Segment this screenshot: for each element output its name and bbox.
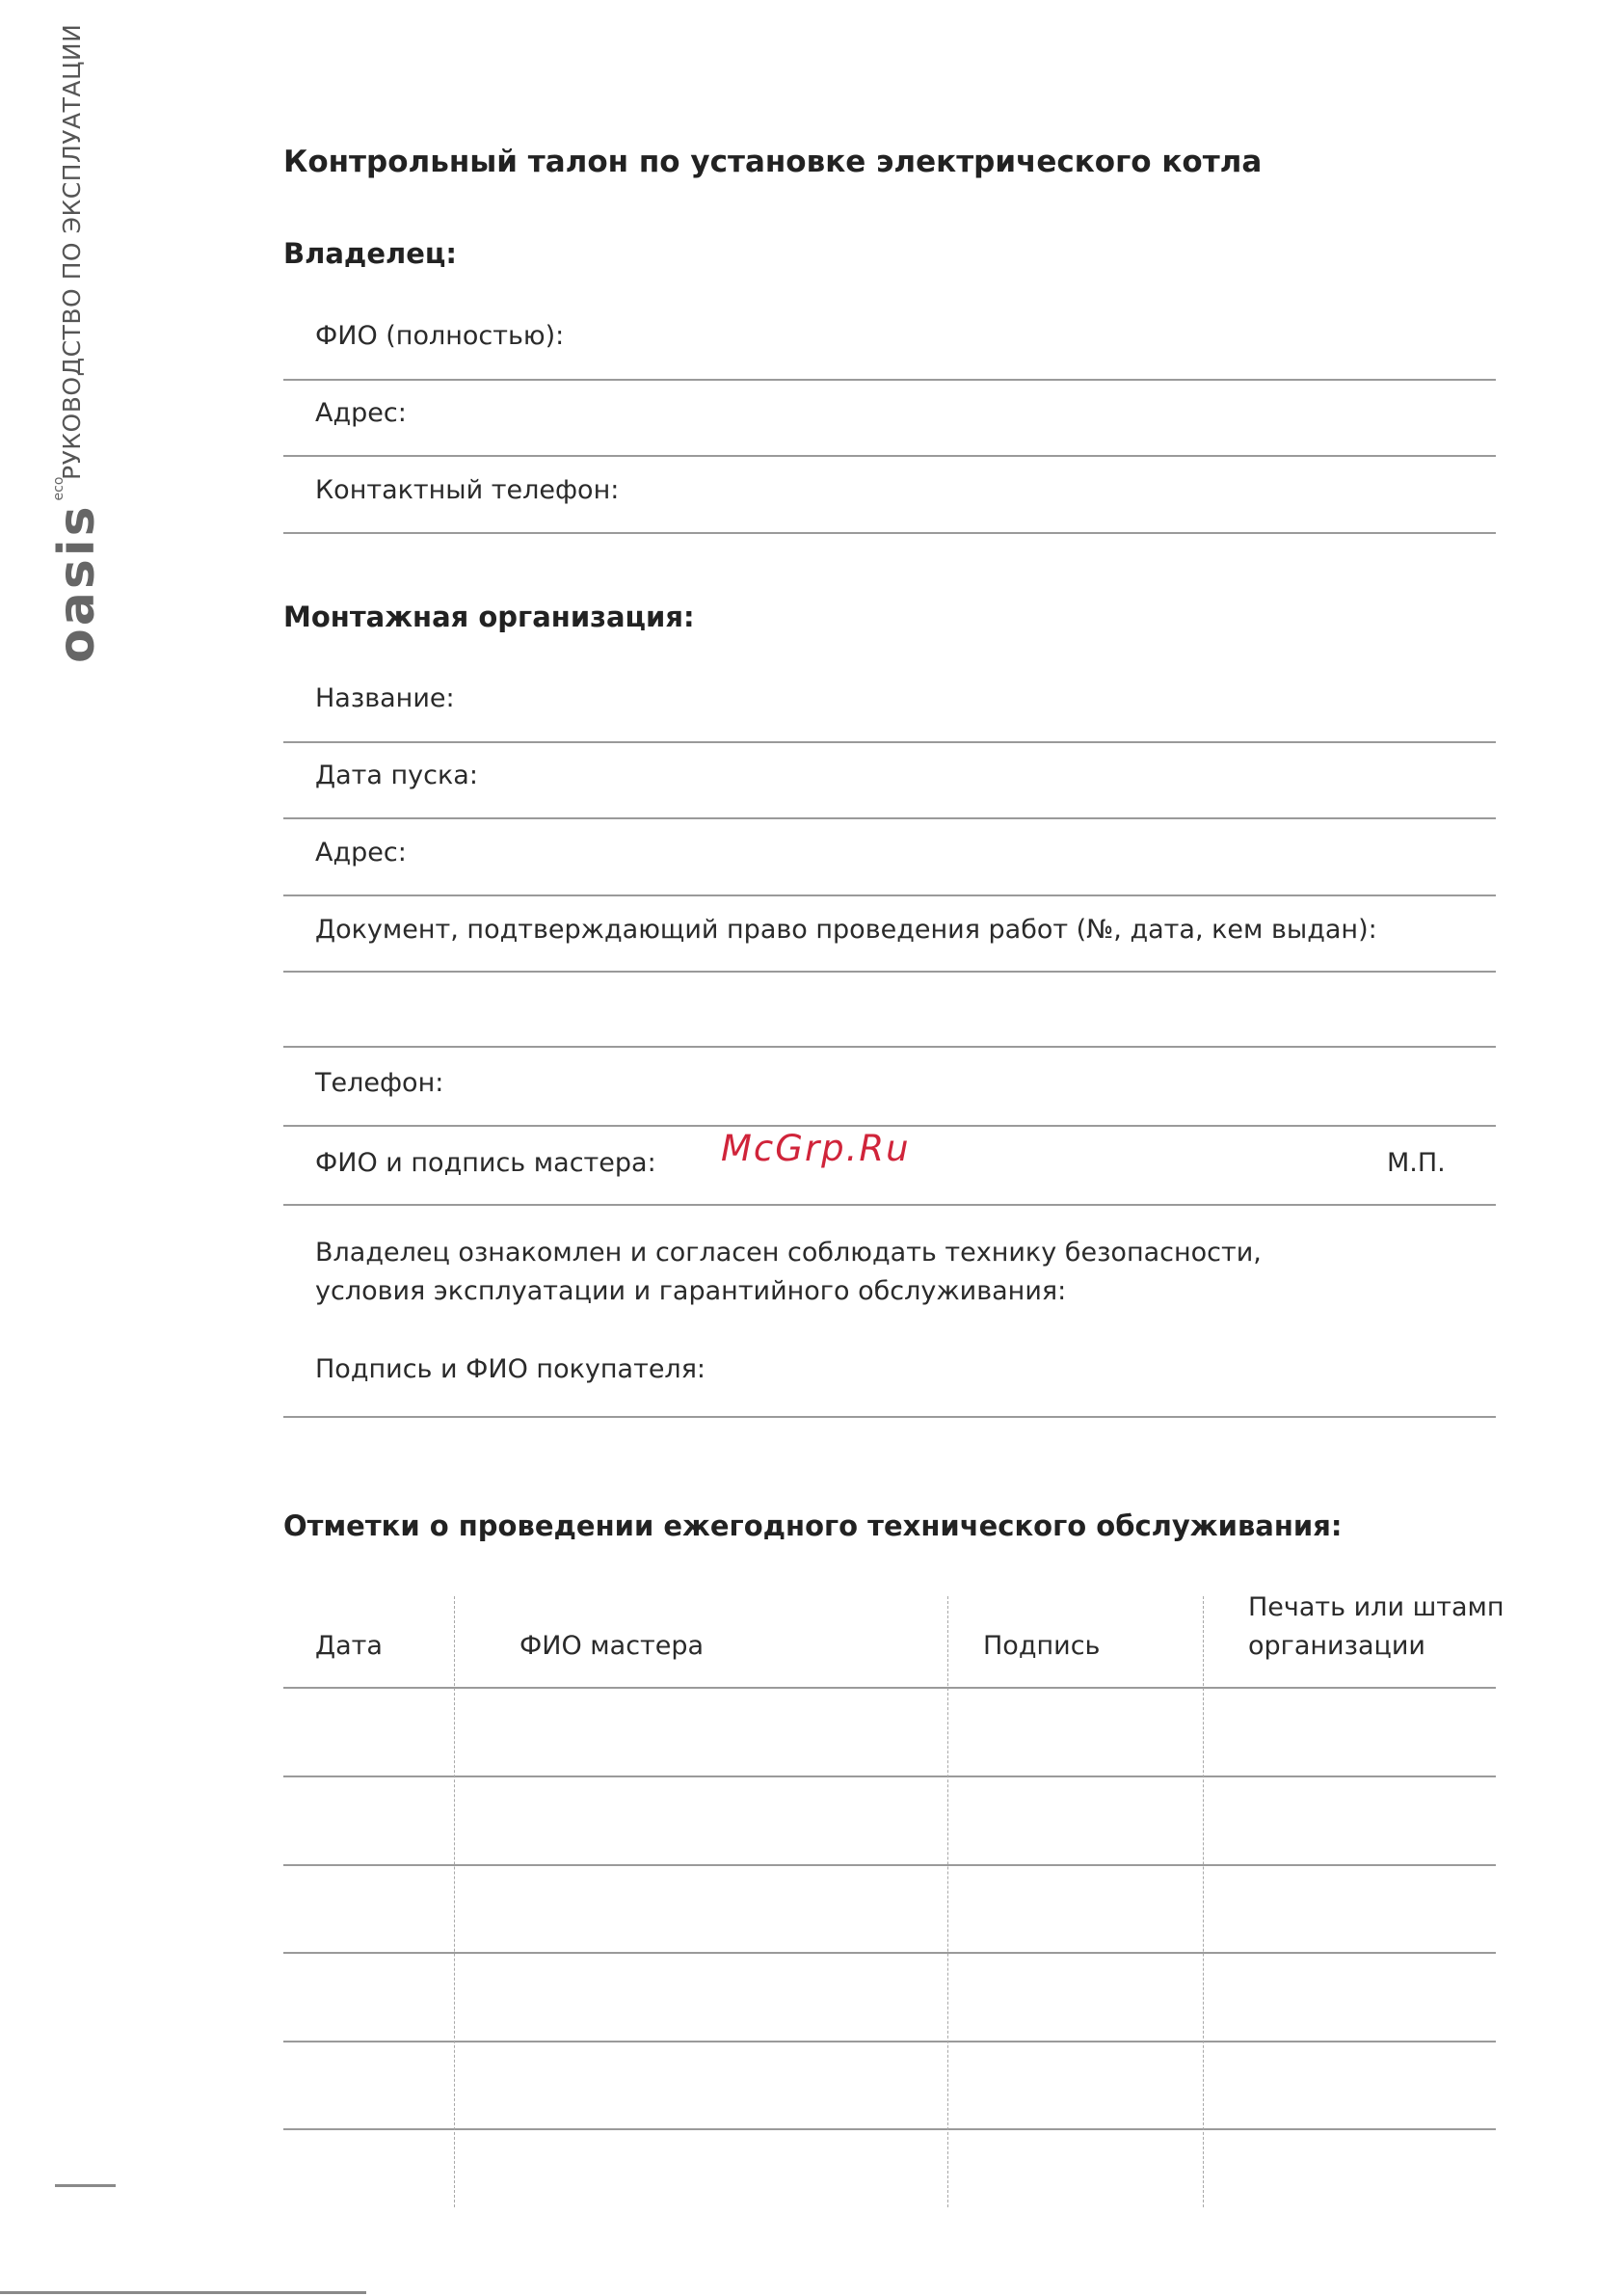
col-date-header: Дата bbox=[315, 1631, 383, 1661]
installer-name-field[interactable] bbox=[283, 741, 1496, 743]
table-row[interactable] bbox=[283, 2042, 1496, 2128]
maintenance-heading: Отметки о проведении ежегодного технического обслуживания: bbox=[283, 1509, 1343, 1542]
buyer-signature-field[interactable] bbox=[283, 1416, 1496, 1418]
agreement-line-1: Владелец ознакомлен и согласен соблюдать технику безопасности, bbox=[315, 1238, 1262, 1268]
col-stamp-header: Печать или штамп bbox=[1248, 1592, 1504, 1622]
owner-fullname-field[interactable] bbox=[283, 379, 1496, 381]
installer-address-field[interactable] bbox=[283, 894, 1496, 896]
table-row[interactable] bbox=[283, 1953, 1496, 2040]
table-row[interactable] bbox=[283, 1688, 1496, 1775]
brand-logo: oasis$^{eco}$ bbox=[48, 476, 106, 663]
installer-phone-field[interactable] bbox=[283, 1125, 1496, 1127]
watermark: McGrp.Ru bbox=[721, 1128, 911, 1169]
col-signature-header: Подпись bbox=[983, 1631, 1101, 1661]
manual-title: РУКОВОДСТВО ПО ЭКСПЛУАТАЦИИ bbox=[58, 23, 86, 480]
owner-heading: Владелец: bbox=[283, 237, 458, 270]
owner-address-field[interactable] bbox=[283, 455, 1496, 457]
column-separator bbox=[454, 1596, 455, 2207]
installer-phone-label: Телефон: bbox=[315, 1068, 444, 1098]
installer-heading: Монтажная организация: bbox=[283, 601, 695, 633]
installer-document-field[interactable] bbox=[283, 971, 1496, 973]
col-master-header: ФИО мастера bbox=[519, 1631, 705, 1661]
installer-document-field-2[interactable] bbox=[283, 1046, 1496, 1048]
sidebar-divider bbox=[55, 2184, 116, 2187]
owner-phone-label: Контактный телефон: bbox=[315, 475, 620, 505]
master-signature-field[interactable] bbox=[283, 1204, 1496, 1206]
installer-document-label: Документ, подтверждающий право проведения работ (№, дата, кем выдан): bbox=[315, 915, 1377, 945]
column-separator bbox=[947, 1596, 948, 2207]
agreement-line-2: условия эксплуатации и гарантийного обслуживания: bbox=[315, 1276, 1067, 1306]
installer-address-label: Адрес: bbox=[315, 838, 407, 868]
installer-date-field[interactable] bbox=[283, 817, 1496, 819]
bottom-divider bbox=[0, 2291, 366, 2294]
installer-name-label: Название: bbox=[315, 683, 455, 713]
page-title: Контрольный талон по установке электрического котла bbox=[283, 145, 1263, 179]
table-row[interactable] bbox=[283, 2129, 1496, 2216]
table-row[interactable] bbox=[283, 1865, 1496, 1952]
installer-date-label: Дата пуска: bbox=[315, 761, 478, 790]
owner-phone-field[interactable] bbox=[283, 532, 1496, 534]
column-separator bbox=[1203, 1596, 1204, 2207]
sidebar-branding bbox=[39, 23, 106, 663]
owner-address-label: Адрес: bbox=[315, 398, 407, 428]
master-signature-label: ФИО и подпись мастера: bbox=[315, 1148, 656, 1178]
owner-fullname-label: ФИО (полностью): bbox=[315, 321, 565, 351]
stamp-place-label: М.П. bbox=[1387, 1148, 1446, 1178]
table-row[interactable] bbox=[283, 1776, 1496, 1863]
brand-sub: eco bbox=[51, 476, 67, 501]
buyer-signature-label: Подпись и ФИО покупателя: bbox=[315, 1354, 706, 1384]
col-stamp-header-line-2: организации bbox=[1248, 1631, 1425, 1661]
